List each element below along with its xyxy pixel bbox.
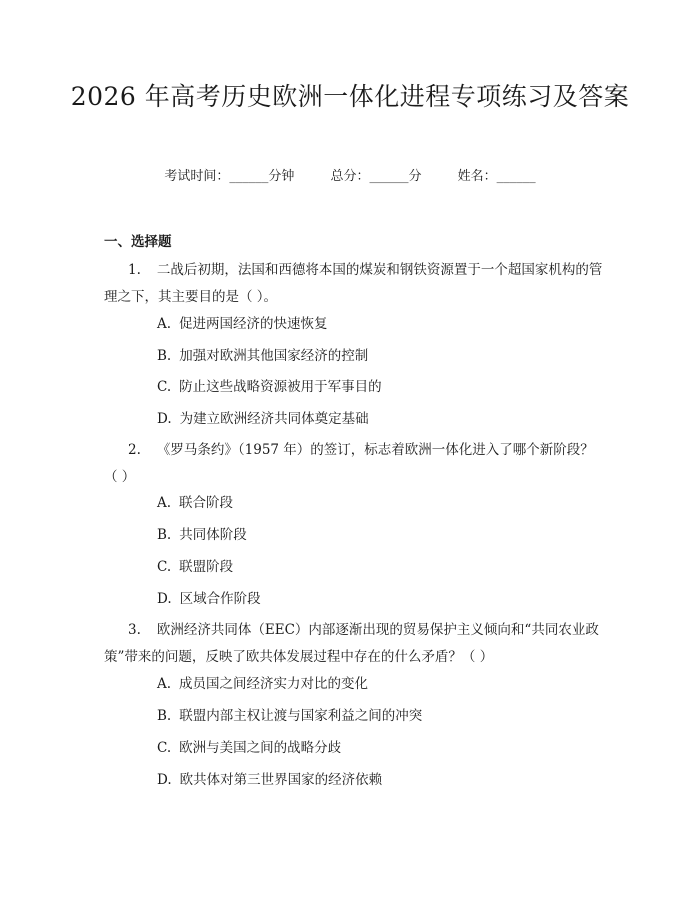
question-2-option-a <box>157 494 233 512</box>
option-text: 加强对欧洲其他国家经济的控制 <box>179 348 369 364</box>
question-1-option-d <box>157 410 369 428</box>
question-3 <box>104 617 604 671</box>
exam-time-unit: 分钟 <box>268 169 295 184</box>
question-number: 1. <box>128 262 141 278</box>
option-letter: D. <box>157 772 172 788</box>
question-2 <box>104 437 604 491</box>
total-score-blank: ______ <box>369 169 409 184</box>
question-1-option-a <box>157 315 328 333</box>
question-1-option-b <box>157 347 368 365</box>
exam-info-line <box>0 168 700 186</box>
student-name-label: 姓名： <box>457 169 497 184</box>
option-letter: D. <box>157 411 172 427</box>
question-2-option-d <box>157 590 261 608</box>
option-letter: B. <box>157 527 172 543</box>
exam-time <box>164 169 294 184</box>
question-1-option-c <box>157 378 382 396</box>
option-text: 联盟阶段 <box>179 559 234 575</box>
question-3-option-a <box>157 675 368 693</box>
exam-time-blank: ______ <box>229 169 269 184</box>
total-score-unit: 分 <box>408 169 422 184</box>
option-text: 欧共体对第三世界国家的经济依赖 <box>179 772 383 788</box>
option-letter: C. <box>157 559 172 575</box>
option-text: 促进两国经济的快速恢复 <box>179 316 328 332</box>
total-score <box>330 169 421 184</box>
section-heading: 一、选择题 <box>104 234 172 250</box>
question-number: 2. <box>128 442 141 458</box>
question-2-option-b <box>157 526 247 544</box>
option-letter: C. <box>157 740 172 756</box>
question-3-option-d <box>157 771 382 789</box>
option-text: 共同体阶段 <box>179 527 247 543</box>
option-text: 联合阶段 <box>179 495 234 511</box>
question-text: 二战后初期，法国和西德将本国的煤炭和钢铁资源置于一个超国家机构的管理之下，其主要目的是（ ）。 <box>104 262 603 305</box>
question-3-option-c <box>157 739 341 757</box>
document-title: 2026 年高考历史欧洲一体化进程专项练习及答案 <box>70 82 630 111</box>
option-letter: B. <box>157 348 172 364</box>
option-letter: B. <box>157 708 172 724</box>
question-text: 欧洲经济共同体（EEC）内部逐渐出现的贸易保护主义倾向和“共同农业政策”带来的问题，反映了欧共体发展过程中存在的什么矛盾？（ ） <box>104 622 599 665</box>
student-name-blank: ______ <box>496 169 536 184</box>
question-number: 3. <box>128 622 141 638</box>
option-text: 欧洲与美国之间的战略分歧 <box>179 740 342 756</box>
option-letter: A. <box>157 676 172 692</box>
total-score-label: 总分： <box>330 169 370 184</box>
option-letter: A. <box>157 316 172 332</box>
option-text: 联盟内部主权让渡与国家利益之间的冲突 <box>179 708 423 724</box>
question-3-option-b <box>157 707 422 725</box>
question-2-option-c <box>157 558 233 576</box>
option-text: 成员国之间经济实力对比的变化 <box>179 676 369 692</box>
exam-time-label: 考试时间： <box>164 169 230 184</box>
option-letter: C. <box>157 379 172 395</box>
question-1 <box>104 257 604 311</box>
student-name <box>458 169 536 184</box>
option-text: 区域合作阶段 <box>179 591 261 607</box>
option-text: 防止这些战略资源被用于军事目的 <box>179 379 382 395</box>
question-text: 《罗马条约》（1957 年）的签订，标志着欧洲一体化进入了哪个新阶段？（ ） <box>104 442 594 485</box>
option-text: 为建立欧洲经济共同体奠定基础 <box>179 411 369 427</box>
option-letter: A. <box>157 495 172 511</box>
option-letter: D. <box>157 591 172 607</box>
